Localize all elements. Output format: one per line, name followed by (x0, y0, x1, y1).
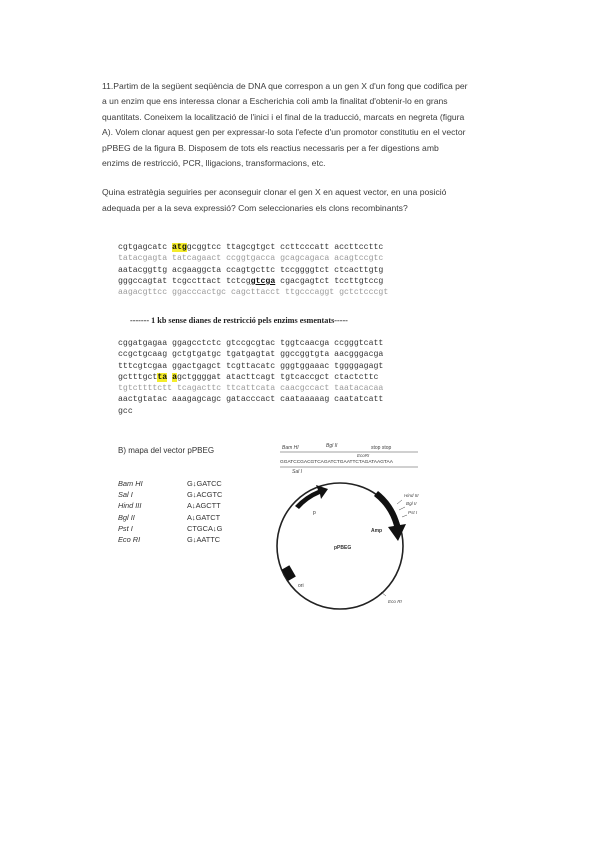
mcs-ecori-label: EcoRI (357, 453, 370, 458)
enzyme-row (118, 534, 222, 545)
plasmid-name: pPBEG (334, 545, 352, 551)
hindiii-label: Hind III (404, 493, 419, 498)
sequence-line: tgtcttttctt tcagacttc ttcattcata caacgccact taatacacaa (118, 384, 384, 394)
question-line: A). Volem clonar aquest gen per expressar-lo sota l'efecte d'un promotor constitutiu en el vector (102, 127, 466, 138)
enzyme-name: Bgl II (118, 512, 135, 522)
enzyme-site: G↓GATCC (187, 479, 222, 488)
ori-label: ori (298, 583, 304, 589)
enzyme-row (118, 489, 222, 500)
sequence-line: tatacgagta tatcagaact ccggtgacca gcagcagaca acagtccgtc (118, 254, 384, 264)
plasmid-map (240, 440, 440, 610)
bglii-tick (399, 507, 405, 510)
enzyme-name: Eco RI (118, 535, 141, 545)
mcs-bglii-label: Bgl II (326, 443, 338, 449)
enzyme-site: A↓AGCTT (187, 501, 221, 511)
mcs-stop-label: stop stop (371, 445, 392, 451)
enzyme-row (118, 478, 222, 489)
separator-note: ------- 1 kb sense dianes de restricció pels enzims esmentats----- (130, 316, 348, 325)
question-line: a un enzim que ens interessa clonar a Escherichia coli amb la finalitat d'obtenir-lo en grans (102, 96, 448, 107)
enzyme-name: Hind III (118, 501, 142, 511)
enzyme-name: Pst I (118, 523, 133, 533)
enzyme-row (118, 523, 222, 534)
question-line: quantitats. Coneixem la localització de l'inici i el final de la traducció, marcats en negreta (figura (102, 111, 465, 122)
question-line: enzims de restricció, PCR, lligacions, transformacions, etc. (102, 158, 326, 169)
stop-codon-end: a (172, 372, 177, 382)
enzyme-site: G↓ACGTC (187, 490, 223, 500)
question-line: pPBEG de la figura B. Disposem de tots els reactius necessaris per a fer digestions amb (102, 142, 439, 153)
enzyme-name: Sal I (118, 490, 133, 500)
enzyme-name: Bam HI (118, 479, 143, 488)
mcs-sali-label: Sal I (292, 469, 303, 475)
psti-tick (402, 515, 407, 517)
stop-codon: ta (157, 372, 168, 382)
enzyme-site: G↓AATTC (187, 535, 221, 545)
dna-sequence-bottom: cggatgagaa ggagcctctc gtccgcgtac tggtcaacga ccgggtcatt ccgctgcaag gctgtgatgc tgatgagtat ggccggtgta aacgggacga tttcgtcgaa ggactgagct tcgttacatc gggtggaaac tggggagagt gctttgctta agctggggat atacttcagt tgtcaccgct ctactcttc tgtcttttctt tcagacttc ttcattcata caacgccact taatacacaa aactgtatac aaagagcagc gatacccact caataaaaag caatatcatt gcc (118, 339, 384, 416)
prompt-line: adequada per a la seva expressió? Com seleccionaries els clons recombinants? (102, 202, 408, 213)
mcs-sequence: GGATCCGACGTCAGATCTGAATTCTAGATAAGTAA (280, 460, 393, 465)
psti-label: Pst I (408, 510, 418, 515)
sequence-line: aagacgttcc ggacccactgc cagcttacct ttgcccaggt gctctcccgt (118, 288, 389, 298)
question-line: 11.Partim de la següent seqüència de DNA que correspon a un gen X d'un fong que codifica per (102, 81, 468, 91)
promoter-label: p (313, 510, 316, 516)
ori-block (282, 565, 296, 581)
ecori-site-label: Eco RI (388, 599, 402, 604)
enzyme-row (118, 512, 222, 523)
start-codon: atg (172, 243, 187, 252)
mcs-bamhi-label: Bam HI (282, 445, 299, 451)
enzyme-row (118, 500, 222, 511)
figure-b-title: B) mapa del vector pPBEG (118, 446, 215, 455)
enzyme-table (118, 478, 222, 545)
prompt-line: Quina estratègia seguiries per aconseguir clonar el gen X en aquest vector, en una posició (102, 187, 447, 198)
bglii-site-label: Bgl II (406, 501, 417, 506)
hindiii-tick (397, 500, 402, 504)
sequence-line: aatacggttg acgaaggcta ccagtgcttc tccggggtct ctcacttgtg (118, 265, 384, 275)
dna-sequence-top: cgtgagcatc atggcggtcc ttagcgtgct ccttcccatt accttccttc tatacgagta tatcagaact ccggtgacca gcagcagaca acagtccgtc aatacggttg acgaaggcta ccagtgcttc tccggggtct ctcacttgtg gggccagtat tcgccttact tctcggtcga cgacgagtct tccttgtccg aagacgttcc ggacccactgc cagcttacct ttgcccaggt gctctcccgt (118, 243, 389, 298)
question-text (102, 79, 502, 216)
amp-label: Amp (371, 528, 383, 534)
enzyme-site: CTGCA↓G (187, 523, 223, 533)
enzyme-site: A↓GATCT (187, 512, 221, 522)
restriction-site: gtcga (250, 276, 276, 286)
